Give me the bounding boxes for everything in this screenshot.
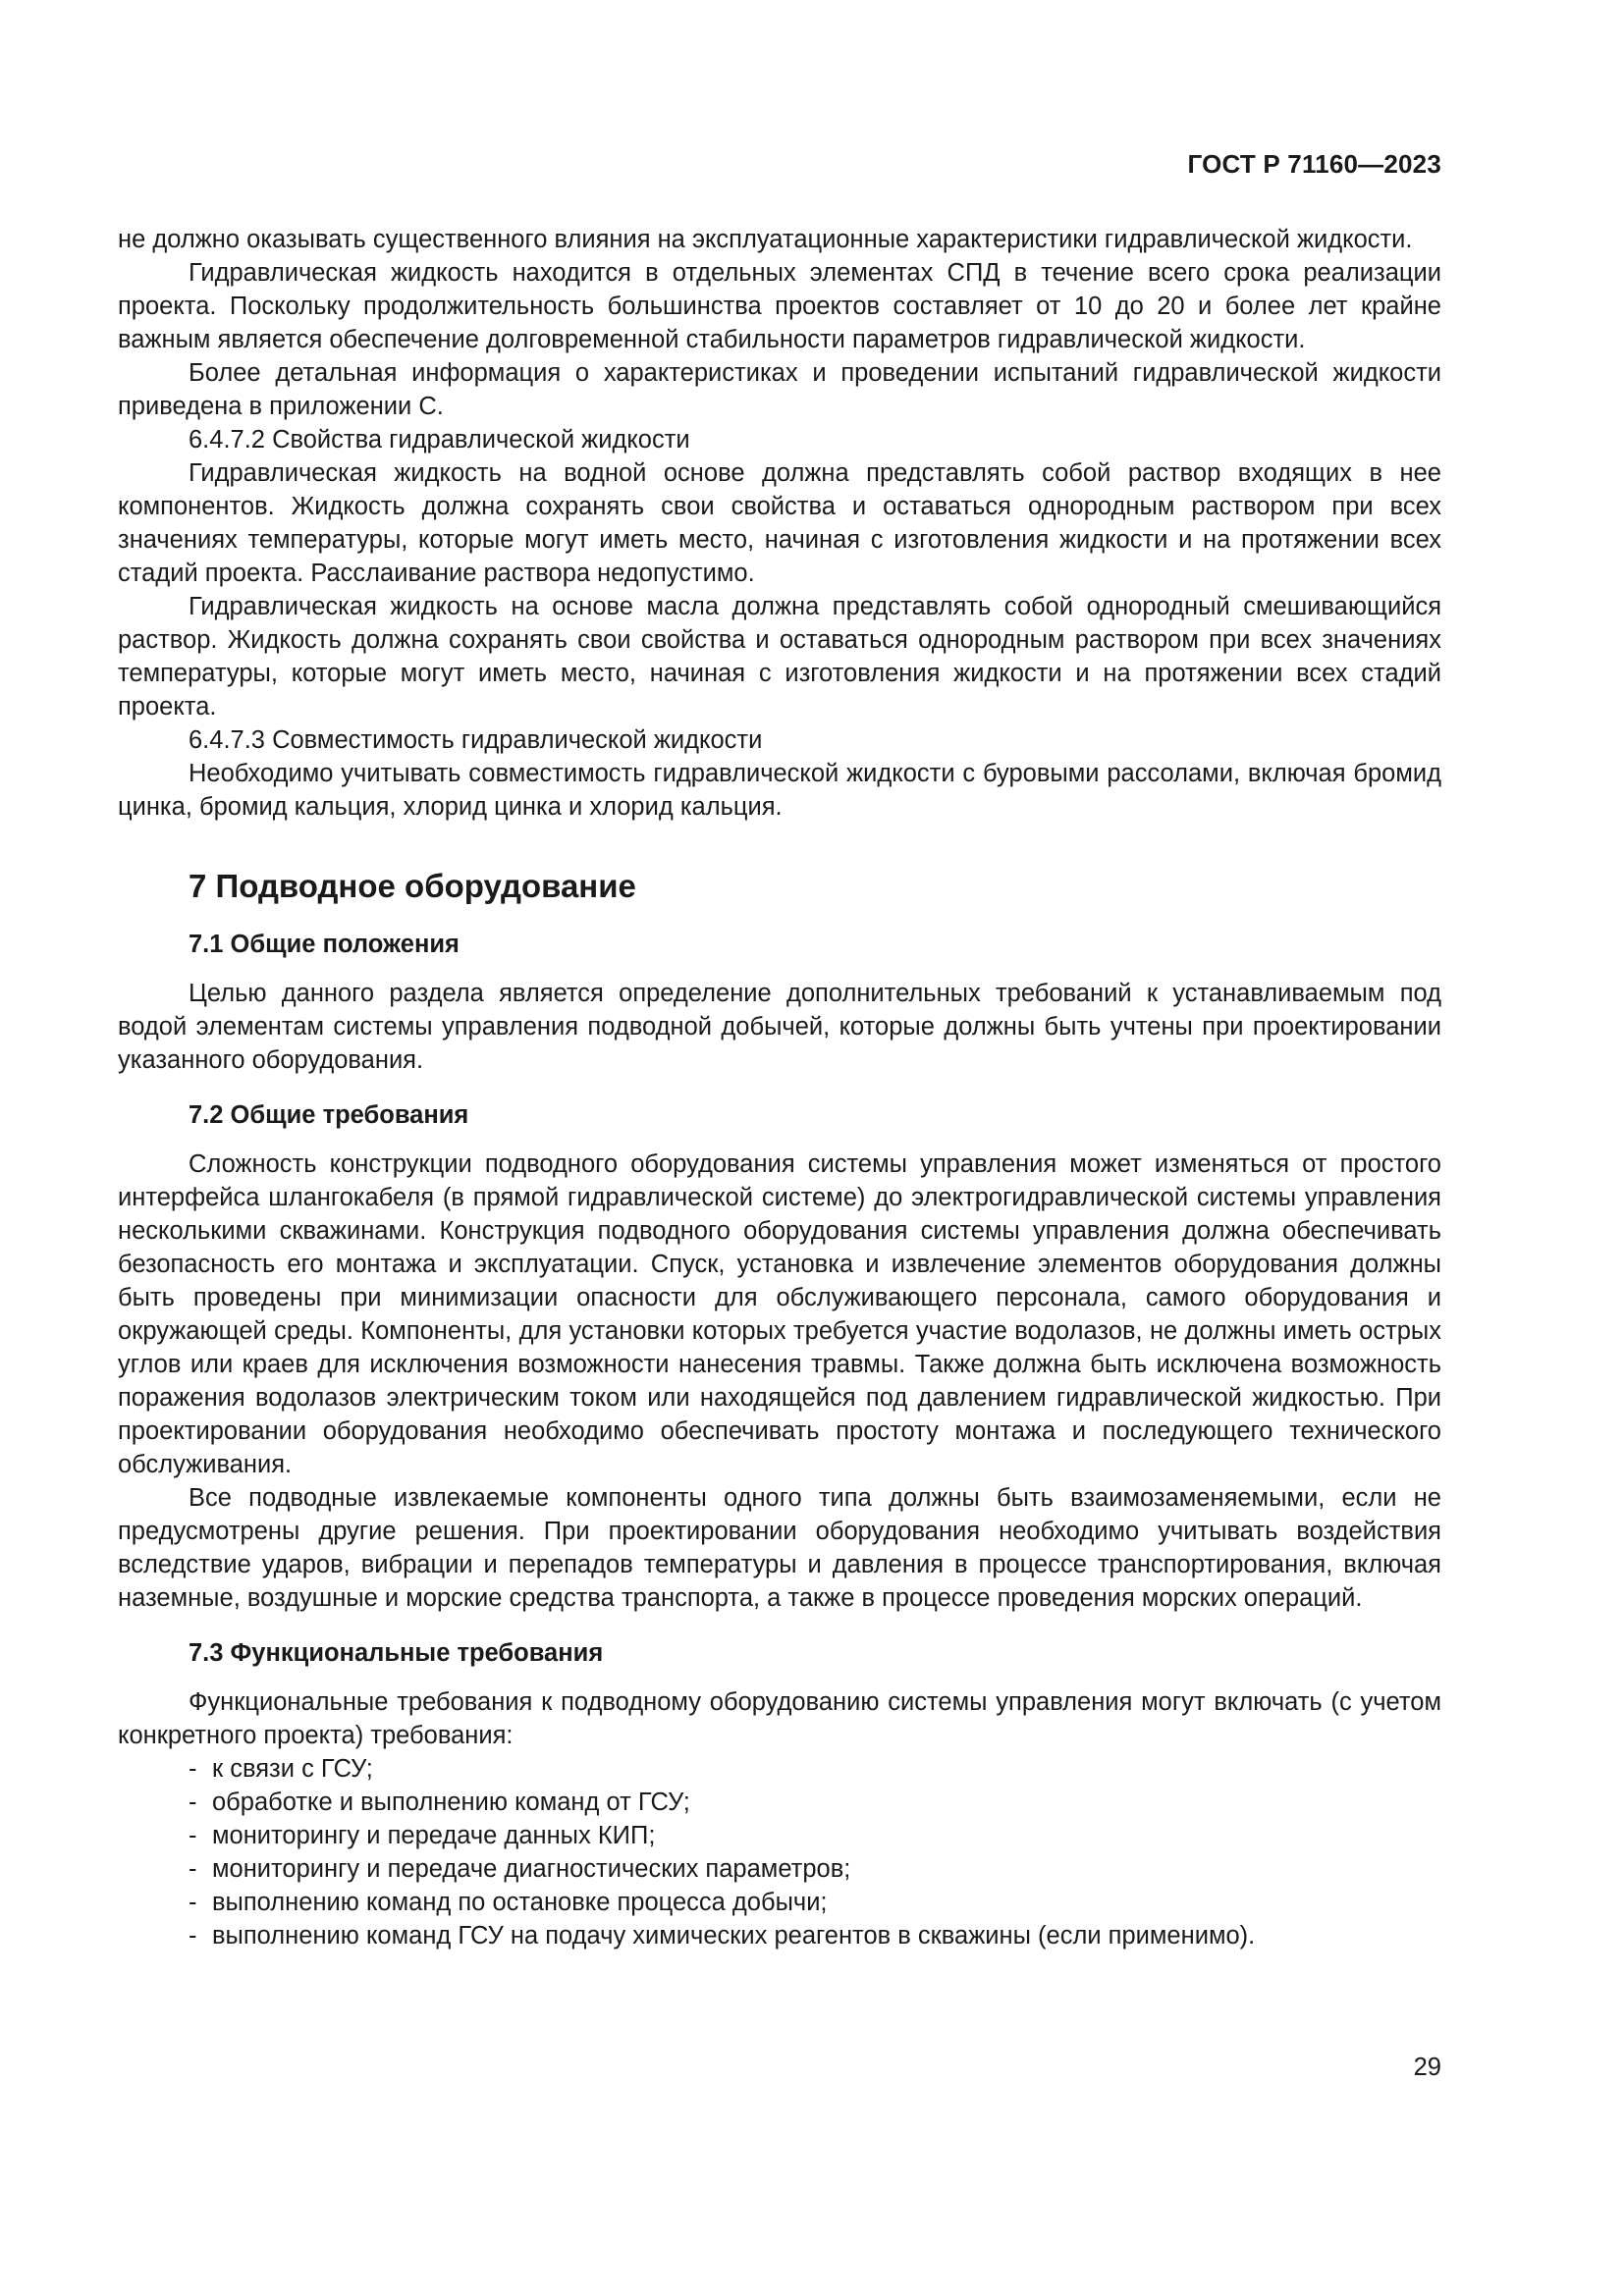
paragraph-71-purpose: Целью данного раздела является определение дополнительных требований к устанавливаемым под водой элементам системы управления подводной добычей, которые должны быть учтены при проектировании указанного оборудования. — [118, 980, 1441, 1074]
list-item: - выполнению команд по остановке процесса добычи; — [189, 1889, 828, 1916]
paragraph-water-based-fluid: Гидравлическая жидкость на водной основе должна представлять собой раствор входящих в нее компонентов. Жидкость должна сохранять свои свойства и оставаться однородным раствором при всех значениях температуры, которые могут иметь место, начиная с изготовления жидкости и на протяжении всех стадий проекта. Расслаивание раствора недопустимо. — [118, 459, 1441, 587]
document-code-header: ГОСТ Р 71160—2023 — [1187, 149, 1441, 179]
paragraph-fluid-lifetime: Гидравлическая жидкость находится в отдельных элементах СПД в течение всего срока реализации проекта. Поскольку продолжительность большинства проектов составляет от 10 до 20 и более лет крайне важным является обеспечение долговременной стабильности параметров гидравлической жидкости. — [118, 259, 1441, 353]
paragraph-appendix-reference: Более детальная информация о характеристиках и проведении испытаний гидравлической жидкости приведена в приложении С. — [118, 359, 1441, 420]
paragraph-72-complexity: Сложность конструкции подводного оборудования системы управления может изменяться от простого интерфейса шлангокабеля (в прямой гидравлической системе) до электрогидравлической системы управления несколькими скважинами. Конструкция подводного оборудования системы управления должна обеспечивать безопасность его монтажа и эксплуатации. Спуск, установка и извлечение элементов оборудования должны быть проведены при минимизации опасности для обслуживающего персонала, самого оборудования и окружающей среды. Компоненты, для установки которых требуется участие водолазов, не должны иметь острых углов или краев для исключения возможности нанесения травмы. Также должна быть исключена возможность поражения водолазов электрическим током или находящейся под давлением гидравлической жидкостью. При проектировании оборудования необходимо обеспечивать простоту монтажа и последующего технического обслуживания. — [118, 1150, 1441, 1478]
paragraph-73-intro: Функциональные требования к подводному оборудованию системы управления могут включать (с учетом конкретного проекта) требования: — [118, 1688, 1441, 1749]
functional-requirements-list — [118, 1752, 1441, 1952]
page-number: 29 — [1413, 2054, 1441, 2081]
subsection-6472-title: 6.4.7.2 Свойства гидравлической жидкости — [189, 426, 690, 454]
section-71-heading: 7.1 Общие положения — [189, 931, 460, 958]
section-72-heading: 7.2 Общие требования — [189, 1101, 469, 1129]
list-item: - мониторингу и передаче диагностических параметров; — [189, 1855, 851, 1883]
paragraph-continuation: не должно оказывать существенного влияния на эксплуатационные характеристики гидравлической жидкости. — [118, 226, 1413, 253]
list-item: - к связи с ГСУ; — [189, 1755, 373, 1783]
paragraph-oil-based-fluid: Гидравлическая жидкость на основе масла должна представлять собой однородный смешивающийся раствор. Жидкость должна сохранять свои свойства и оставаться однородным раствором при всех значениях температуры, которые могут иметь место, начиная с изготовления жидкости и на протяжении всех стадий проекта. — [118, 593, 1441, 721]
document-body — [118, 223, 1441, 1952]
list-item: - обработке и выполнению команд от ГСУ; — [189, 1789, 690, 1816]
section-73-heading: 7.3 Функциональные требования — [189, 1639, 604, 1667]
section-7-heading: 7 Подводное оборудование — [189, 868, 636, 904]
paragraph-fluid-compatibility: Необходимо учитывать совместимость гидравлической жидкости с буровыми рассолами, включая бромид цинка, бромид кальция, хлорид цинка и хлорид кальция. — [118, 760, 1441, 821]
subsection-6473-title: 6.4.7.3 Совместимость гидравлической жидкости — [189, 726, 763, 754]
paragraph-72-interchangeable: Все подводные извлекаемые компоненты одного типа должны быть взаимозаменяемыми, если не предусмотрены другие решения. При проектировании оборудования необходимо учитывать воздействия вследствие ударов, вибрации и перепадов температуры и давления в процессе транспортирования, включая наземные, воздушные и морские средства транспорта, а также в процессе проведения морских операций. — [118, 1484, 1441, 1612]
list-item: - мониторингу и передаче данных КИП; — [189, 1822, 656, 1849]
list-item: - выполнению команд ГСУ на подачу химических реагентов в скважины (если применимо). — [189, 1922, 1256, 1949]
